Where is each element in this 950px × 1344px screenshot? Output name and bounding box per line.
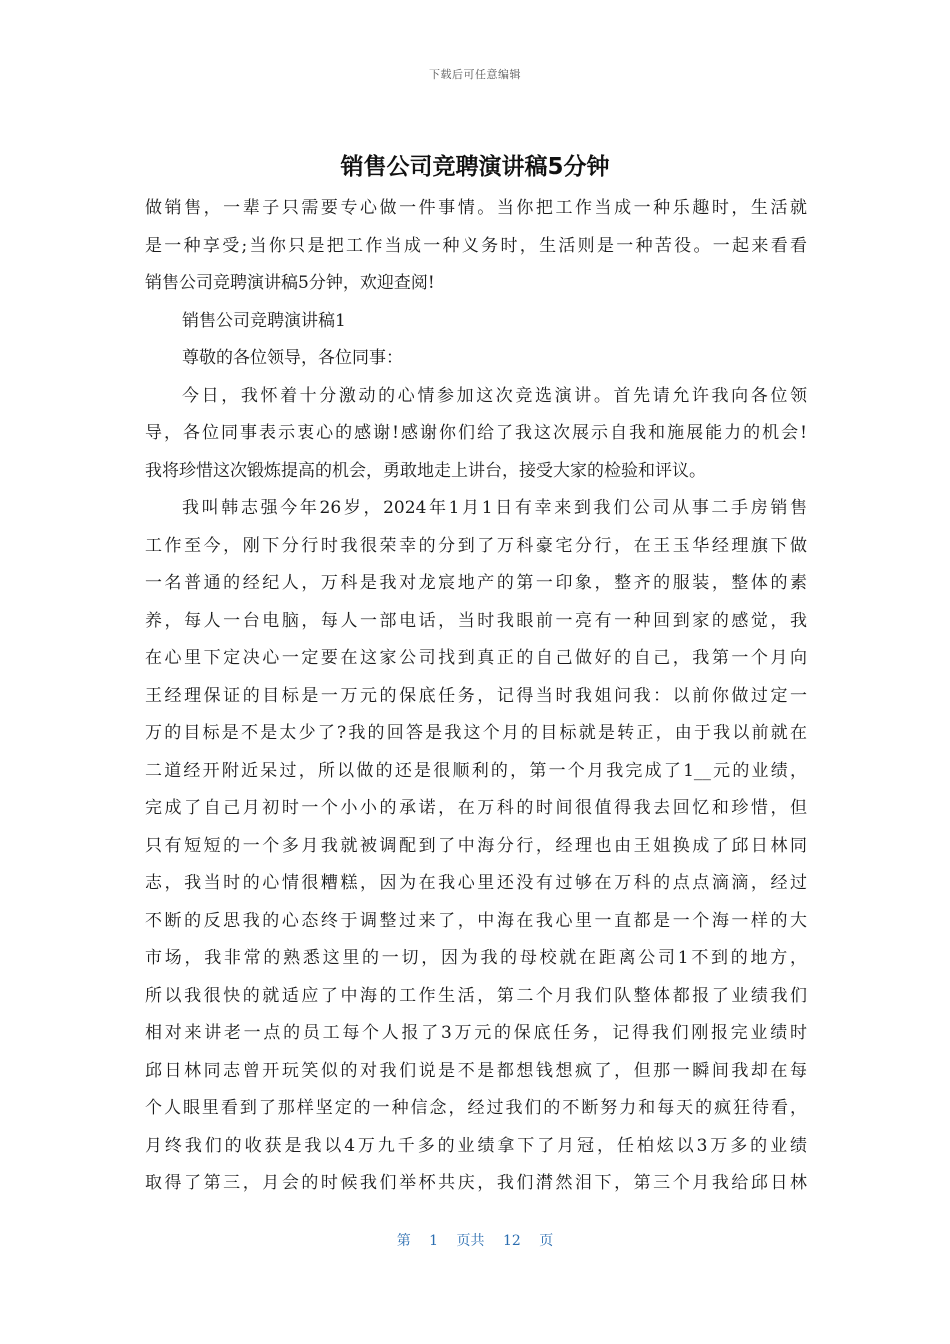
section-heading: 销售公司竞聘演讲稿1 [182, 310, 346, 331]
body-line: 导，各位同事表示衷心的感谢!感谢你们给了我这次展示自我和施展能力的机会! [145, 423, 807, 443]
body-line: 销售公司竞聘演讲稿5分钟，欢迎查阅! [145, 273, 435, 293]
body-line: 不断的反思我的心态终于调整过来了，中海在我心里一直都是一个海一样的大 [145, 910, 807, 931]
body-line: 所以我很快的就适应了中海的工作生活，第二个月我们队整体都报了业绩我们 [145, 985, 807, 1006]
page-number: 第 1 页共 12 页 [396, 1233, 554, 1249]
salutation: 尊敬的各位领导，各位同事： [182, 348, 403, 368]
body-line: 市场，我非常的熟悉这里的一切，因为我的母校就在距离公司1不到的地方， [145, 948, 807, 968]
page-header-note: 下载后可任意编辑 [429, 68, 521, 81]
body-line: 我叫韩志强今年26岁，2024年1月1日有幸来到我们公司从事二手房销售 [182, 498, 807, 518]
body-line: 养，每人一台电脑，每人一部电话，当时我眼前一亮有一种回到家的感觉，我 [145, 610, 807, 631]
body-line: 一名普通的经纪人，万科是我对龙宸地产的第一印象，整齐的服装，整体的素 [145, 573, 807, 593]
body-line: 今日，我怀着十分激动的心情参加这次竞选演讲。首先请允许我向各位领 [182, 385, 807, 406]
body-line: 二道经开附近呆过，所以做的还是很顺利的，第一个月我完成了1__元的业绩， [145, 760, 807, 781]
body-line: 志，我当时的心情很糟糕，因为在我心里还没有过够在万科的点点滴滴，经过 [145, 873, 807, 893]
body-line: 个人眼里看到了那样坚定的一种信念，经过我们的不断努力和每天的疯狂待看， [145, 1098, 807, 1118]
body-line: 做销售，一辈子只需要专心做一件事情。当你把工作当成一种乐趣时，生活就 [145, 198, 807, 218]
body-line: 是一种享受;当你只是把工作当成一种义务时，生活则是一种苦役。一起来看看 [145, 235, 807, 256]
document-body [145, 190, 807, 1203]
body-line: 王经理保证的目标是一万元的保底任务，记得当时我姐问我：以前你做过定一 [145, 685, 807, 706]
body-line: 取得了第三，月会的时候我们举杯共庆，我们潸然泪下，第三个月我给邱日林 [145, 1173, 807, 1193]
body-line: 月终我们的收获是我以4万九千多的业绩拿下了月冠，任柏炫以3万多的业绩 [145, 1135, 807, 1156]
body-line: 相对来讲老一点的员工每个人报了3万元的保底任务，记得我们刚报完业绩时 [145, 1023, 807, 1043]
body-line: 万的目标是不是太少了?我的回答是我这个月的目标就是转正，由于我以前就在 [145, 723, 807, 743]
body-line: 在心里下定决心一定要在这家公司找到真正的自己做好的自己，我第一个月向 [145, 648, 807, 668]
body-line: 我将珍惜这次锻炼提高的机会，勇敢地走上讲台，接受大家的检验和评议。 [145, 460, 706, 481]
body-line: 邱日林同志曾开玩笑似的对我们说是不是都想钱想疯了，但那一瞬间我却在每 [145, 1060, 807, 1081]
body-line: 完成了自己月初时一个小小的承诺，在万科的时间很值得我去回忆和珍惜，但 [145, 798, 807, 818]
body-line: 只有短短的一个多月我就被调配到了中海分行，经理也由王姐换成了邱日林同 [145, 835, 807, 856]
document-title: 销售公司竞聘演讲稿5分钟 [340, 154, 610, 180]
body-line: 工作至今，刚下分行时我很荣幸的分到了万科豪宅分行，在王玉华经理旗下做 [145, 535, 807, 556]
